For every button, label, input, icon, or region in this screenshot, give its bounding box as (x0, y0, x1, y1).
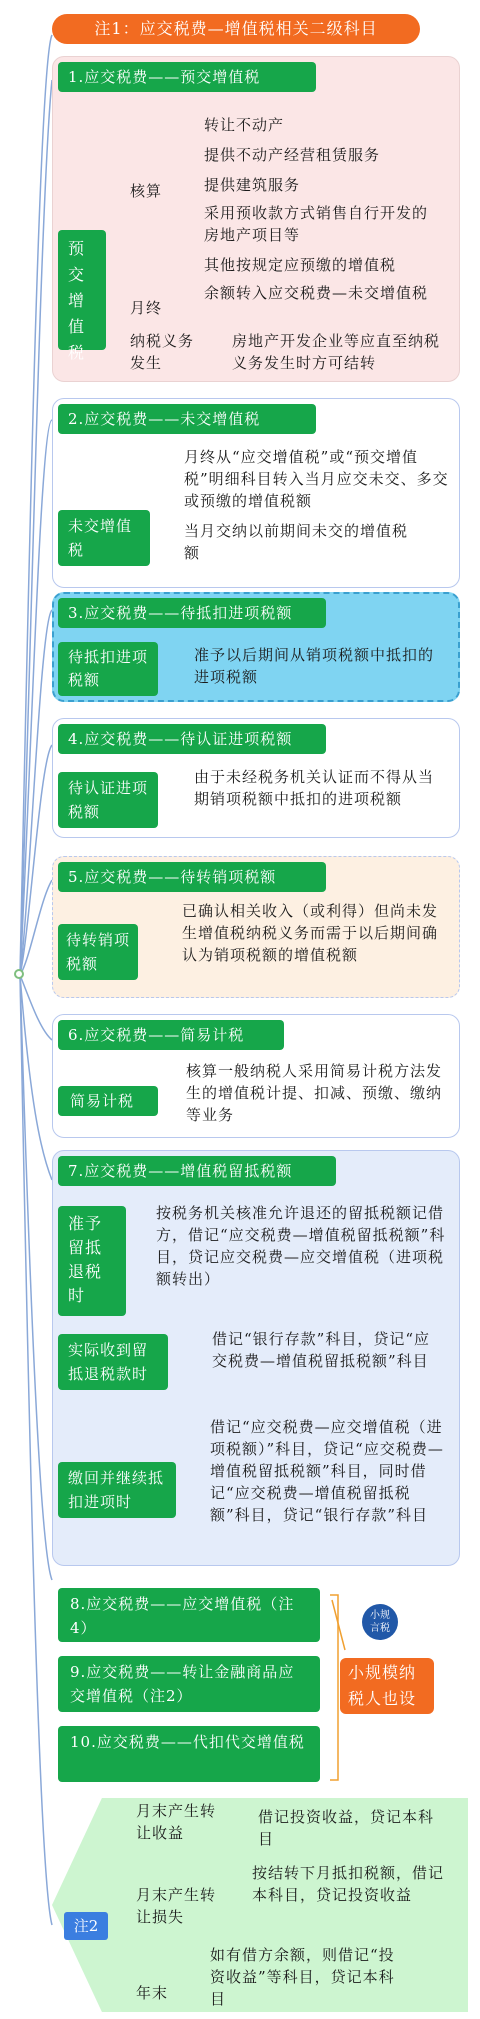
s7-text-1: 按税务机关核准允许退还的留抵税额记借方，借记“应交税费—增值税留抵税额”科目，贷记应交税费—应交增值税（进项税额转出） (156, 1204, 446, 1288)
s2-text-1: 月终从“应交增值税”或“预交增值税”明细科目转入当月应交未交、多交或预缴的增值税额 (184, 448, 449, 510)
section-2-header: 2.应交税费——未交增值税 (58, 404, 316, 434)
small-taxpayer-note (340, 1658, 434, 1714)
s1-item-1: 转让不动产 (204, 116, 285, 134)
s2-text-2: 当月交纳以前期间未交的增值税额 (184, 522, 409, 562)
s5-text-1: 已确认相关收入（或利得）但尚未发生增值税纳税义务而需于以后期间确认为销项税额的增值税额 (182, 902, 439, 964)
label-nashui: 纳税义务发生 (130, 332, 195, 372)
s1-item-3: 提供建筑服务 (204, 176, 301, 194)
s1-yuezhong-text: 余额转入应交税费—未交增值税 (204, 284, 429, 302)
s1-item-2: 提供不动产经营租赁服务 (204, 146, 381, 164)
s1-item-4: 采用预收款方式销售自行开发的房地产项目等 (204, 204, 429, 244)
root-node-dot (14, 969, 24, 979)
logo-text-top: 小规 (370, 1610, 390, 1621)
section-1-side-label (58, 230, 106, 362)
s7-box-2: 实际收到留抵退税款时 (58, 1334, 168, 1390)
section-5-side-label: 待转销项税额 (58, 924, 138, 980)
s1-nashui-text: 房地产开发企业等应直至纳税义务发生时方可结转 (232, 332, 441, 372)
section-6-side-label: 简易计税 (58, 1086, 158, 1116)
section-9-header: 9.应交税费——转让金融商品应交增值税（注2） (58, 1656, 320, 1712)
section-3-header: 3.应交税费——待抵扣进项税额 (58, 598, 326, 628)
section-5-header: 5.应交税费——待转销项税额 (58, 862, 326, 892)
s7-text-2: 借记“银行存款”科目，贷记“应交税费—增值税留抵税额”科目 (212, 1330, 431, 1370)
note2-row3-text: 如有借方余额，则借记“投资收益”等科目，贷记本科目 (210, 1946, 395, 2008)
note2-row1-text: 借记投资收益，贷记本科目 (258, 1808, 435, 1848)
section-4-side-label: 待认证进项税额 (58, 772, 158, 828)
section-1-header: 1.应交税费——预交增值税 (58, 62, 316, 92)
section-6-header: 6.应交税费——简易计税 (58, 1020, 284, 1050)
s4-text-1: 由于未经税务机关认证而不得从当期销项税额中抵扣的进项税额 (194, 768, 435, 808)
section-3-side-label: 待抵扣进项税额 (58, 642, 158, 696)
note-2-label: 注2 (64, 1912, 108, 1940)
xiaogui-yanshui-logo (362, 1604, 398, 1640)
note2-row2-label: 月末产生转让损失 (136, 1886, 217, 1926)
label-hesuan: 核算 (130, 182, 163, 200)
section-7-header: 7.应交税费——增值税留抵税额 (58, 1156, 336, 1186)
s7-box-3: 缴回并继续抵扣进项时 (58, 1462, 176, 1518)
logo-text-bottom: 言税 (370, 1623, 390, 1634)
note2-row2-text: 按结转下月抵扣税额，借记本科目，贷记投资收益 (252, 1864, 445, 1904)
section-8-header: 8.应交税费——应交增值税（注4） (58, 1588, 320, 1642)
s1-item-5: 其他按规定应预缴的增值税 (204, 256, 397, 274)
section-4-header: 4.应交税费——待认证进项税额 (58, 724, 326, 754)
section-2-side-label: 未交增值税 (58, 510, 150, 566)
section-1-side-text: 预交增值税 (68, 239, 86, 362)
note2-row3-label: 年末 (136, 1984, 169, 2002)
main-title: 注1：应交税费—增值税相关二级科目 (52, 14, 420, 44)
s7-text-3: 借记“应交税费—应交增值税（进项税额）”科目，贷记“应交税费—增值税留抵税额”科目，同时借记“应交税费—增值税留抵税额”科目，贷记“银行存款”科目 (210, 1418, 444, 1524)
note2-row1-label: 月末产生转让收益 (136, 1802, 217, 1842)
label-yuezhong: 月终 (130, 299, 163, 317)
section-10-header: 10.应交税费——代扣代交增值税 (58, 1726, 320, 1782)
s3-text-1: 准予以后期间从销项税额中抵扣的进项税额 (194, 646, 435, 686)
s6-text-1: 核算一般纳税人采用简易计税方法发生的增值税计提、扣减、预缴、缴纳等业务 (186, 1062, 443, 1124)
s7-box-1: 准予留抵退税时 (58, 1206, 126, 1316)
small-taxpayer-note-text: 小规模纳税人也设 (348, 1663, 417, 1708)
